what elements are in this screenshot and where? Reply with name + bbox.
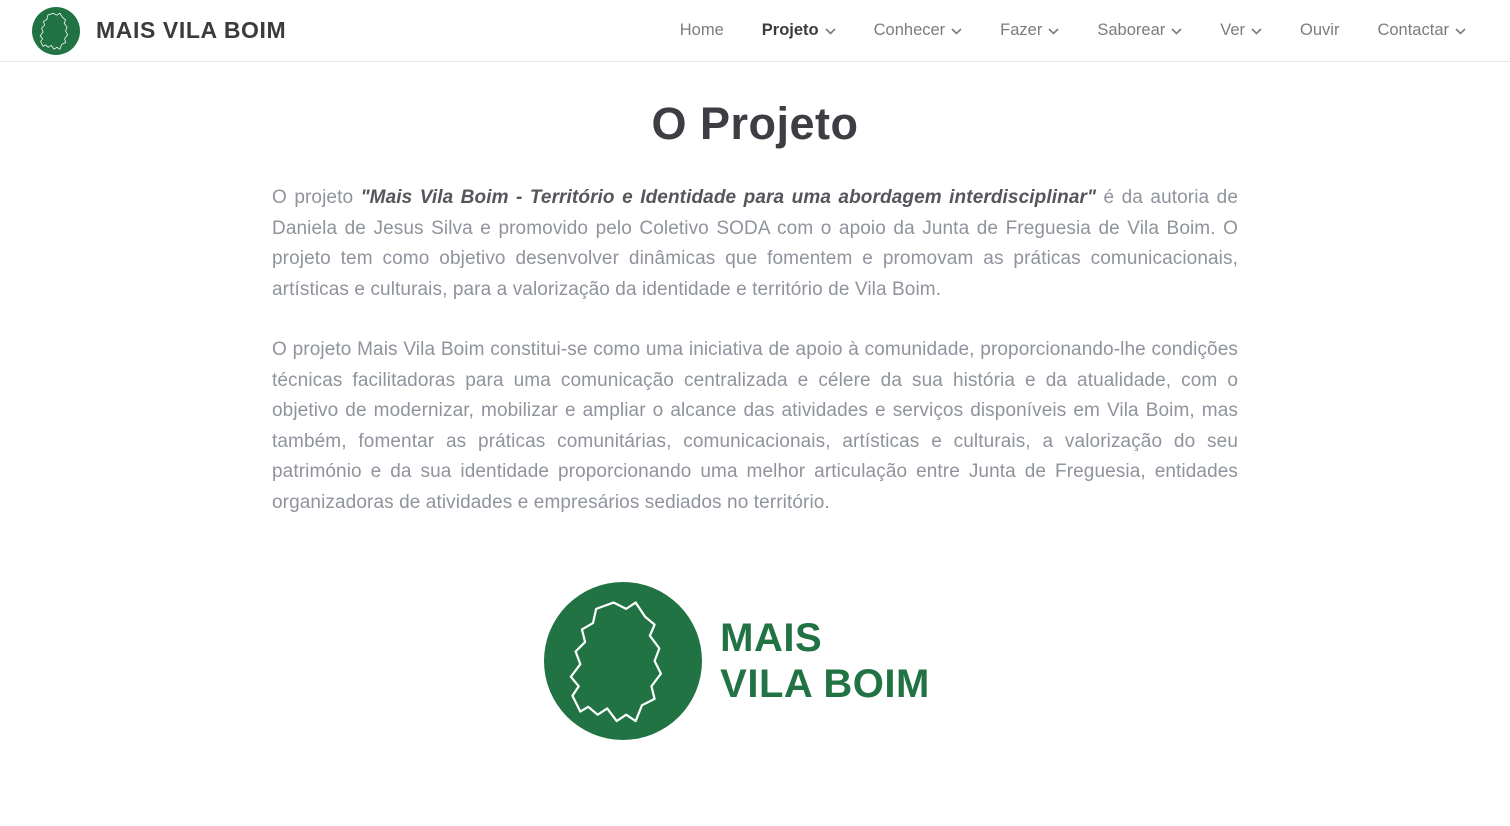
brand-logo[interactable] xyxy=(32,7,286,55)
page-title: O Projeto xyxy=(651,98,859,149)
nav-item-label: Conhecer xyxy=(873,21,946,39)
nav-item-conhecer[interactable] xyxy=(874,21,963,40)
project-paragraph-2: O projeto Mais Vila Boim constitui-se como uma iniciativa de apoio à comunidade, proporcionando-lhe condições técnicas facilitadoras para uma comunicação centralizada e célere da sua história e da atualidade, com o objetivo de modernizar, mobilizar e ampliar o alcance das atividades e serviços disponíveis em Vila Boim, mas também, fomentar as práticas comunitárias, comunicacionais, artísticas e culturais, a valorização do seu património e da sua identidade proporcionando uma melhor articulação entre Junta de Freguesia, entidades organizadoras de atividades e empresários sediados no território. xyxy=(272,339,1238,513)
nav-item-fazer[interactable] xyxy=(1000,21,1059,40)
nav-item-ver[interactable] xyxy=(1220,21,1262,40)
vila-boim-map-icon xyxy=(32,7,80,55)
page-main xyxy=(0,98,1510,740)
chevron-down-icon xyxy=(1048,28,1059,35)
brand-name: MAIS VILA BOIM xyxy=(96,17,287,43)
nav-item-saborear[interactable] xyxy=(1097,21,1182,40)
nav-item-projeto[interactable] xyxy=(762,21,836,40)
nav-item-ouvir[interactable] xyxy=(1300,21,1339,40)
project-title-emphasis: "Mais Vila Boim - Território e Identidade para uma abordagem interdisciplinar" xyxy=(360,187,1097,208)
vila-boim-map-logo xyxy=(544,582,702,740)
logo-wordmark-line1: MAIS xyxy=(720,616,823,660)
project-paragraph-1 xyxy=(272,183,1238,305)
chevron-down-icon xyxy=(1251,28,1262,35)
main-nav xyxy=(680,21,1466,40)
nav-item-home[interactable] xyxy=(680,21,724,40)
nav-item-label: Home xyxy=(679,21,724,39)
nav-item-label: Ver xyxy=(1220,21,1246,39)
nav-item-label: Ouvir xyxy=(1300,21,1340,39)
nav-item-label: Fazer xyxy=(1000,21,1043,39)
nav-item-label: Contactar xyxy=(1377,21,1449,39)
project-logo xyxy=(0,582,1510,740)
site-header xyxy=(0,0,1510,62)
paragraph-text: é da autoria de Daniela de Jesus Silva e promovido pelo Coletivo SODA com o apoio da Junta de Freguesia de Vila Boim. O projeto tem como objetivo desenvolver dinâmicas que fomentem e promovam as práticas comunicacionais, artísticas e culturais, para a valorização da identidade e território de Vila Boim. xyxy=(272,187,1238,300)
chevron-down-icon xyxy=(825,28,836,35)
chevron-down-icon xyxy=(1455,28,1466,35)
logo-wordmark xyxy=(720,615,930,707)
nav-item-label: Saborear xyxy=(1097,21,1166,39)
chevron-down-icon xyxy=(951,28,962,35)
article-content xyxy=(272,183,1238,518)
chevron-down-icon xyxy=(1171,28,1182,35)
paragraph-text: O projeto xyxy=(272,187,361,208)
logo-wordmark-line2: VILA BOIM xyxy=(720,662,930,706)
nav-item-label: Projeto xyxy=(761,21,819,39)
nav-item-contactar[interactable] xyxy=(1377,21,1466,40)
